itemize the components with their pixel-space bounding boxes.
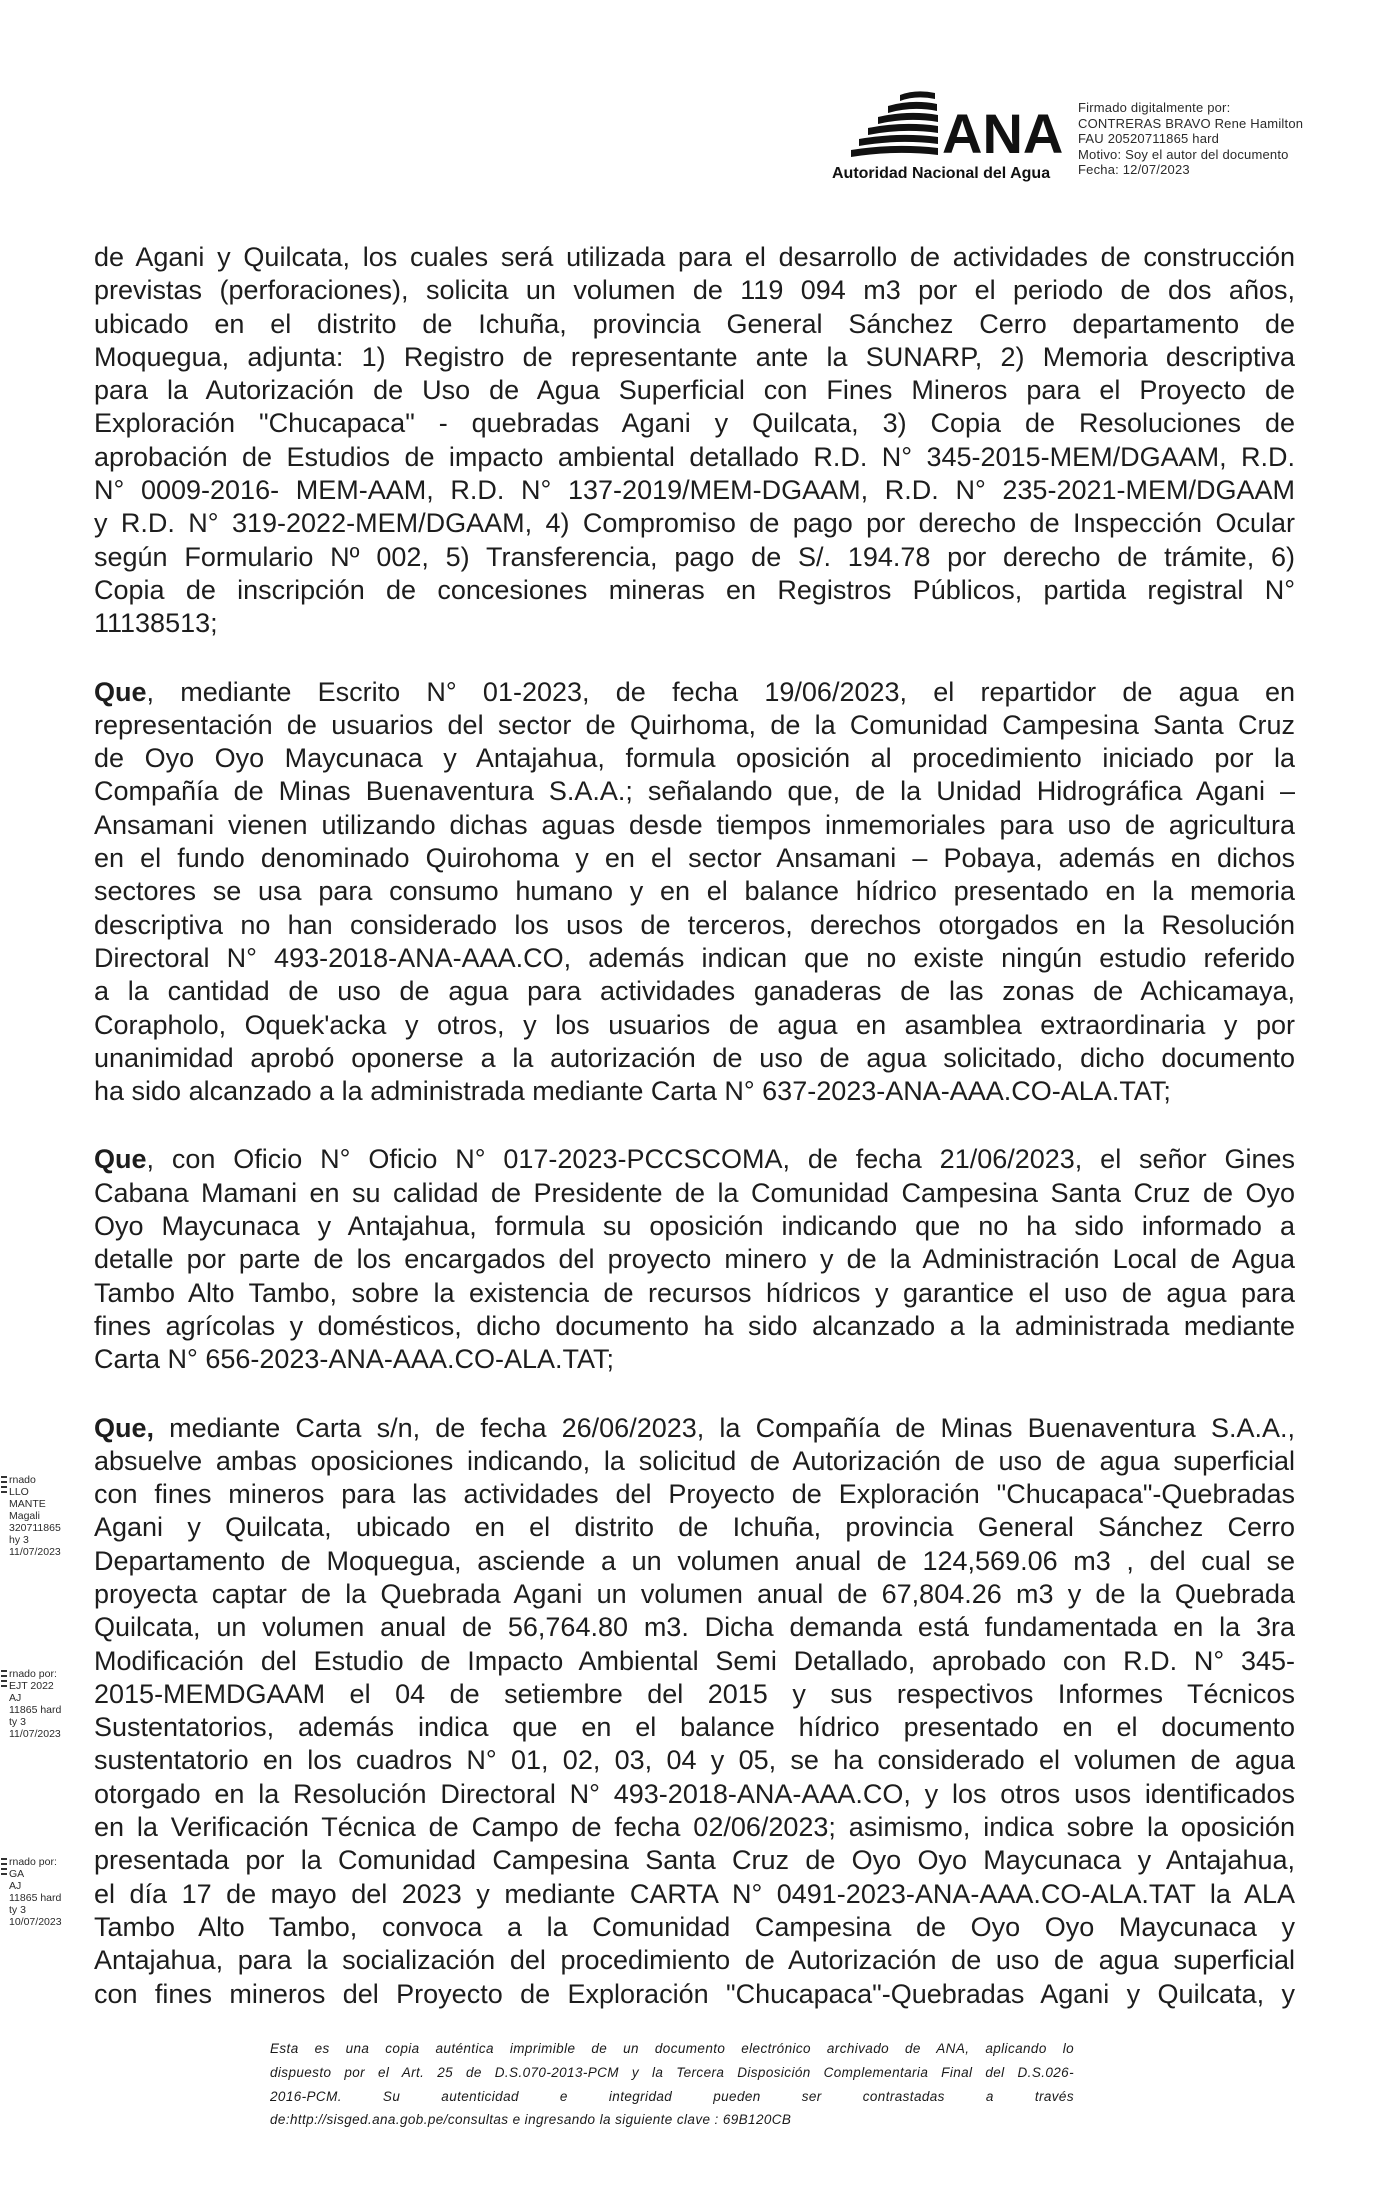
text-line: Tambo Alto Tambo, convoca a la Comunidad Campesina de Oyo Oyo Maycunaca y [94,1911,1295,1942]
footer-line: dispuesto por el Art. 25 de D.S.070-2013-PCM y la Tercera Disposición Complementaria Final del D.S.026- [270,2064,1074,2080]
text-line: 2015-MEMDGAAM el 04 de setiembre del 2015 y sus respectivos Informes Técnicos [94,1678,1295,1709]
footer-line: de:http://sisged.ana.gob.pe/consultas e ingresando la siguiente clave : 69B120CB [270,2112,792,2128]
text-line: Carta N° 656-2023-ANA-AAA.CO-ALA.TAT; [94,1344,614,1375]
text-line-content: , mediante Escrito N° 01-2023, de fecha 19/06/2023, el repartidor de agua en [146,676,1295,707]
stamp-line: ty 3 [9,1904,26,1916]
text-line-content: mediante Carta s/n, de fecha 26/06/2023, la Compañía de Minas Buenaventura S.A.A., [154,1412,1295,1443]
text-line [94,676,1295,709]
paragraph [94,676,1295,1109]
stamp-line: EJT 2022 [9,1680,54,1692]
side-signature-stamp [1,1474,87,1558]
text-line: con fines mineros del Proyecto de Exploración "Chucapaca"-Quebradas Agani y Quilcata, y [94,1978,1295,2009]
signature-line: Motivo: Soy el autor del documento [1078,146,1289,162]
stamp-line: AJ [9,1692,22,1704]
text-line: Tambo Alto Tambo, sobre la existencia de recursos hídricos y garantice el uso de agua para [94,1277,1295,1308]
text-line: según Formulario Nº 002, 5) Transferencia, pago de S/. 194.78 por derecho de trámite, 6) [94,541,1295,572]
digital-signature-block [1078,100,1303,178]
text-line: con fines mineros para las actividades del Proyecto de Exploración "Chucapaca"-Quebradas [94,1479,1295,1510]
stamp-line: 10/07/2023 [9,1916,62,1928]
text-line: Agani y Quilcata, ubicado en el distrito de Ichuña, provincia General Sánchez Cerro [94,1512,1295,1543]
stamp-line: Magali [9,1510,40,1522]
text-line: de Agani y Quilcata, los cuales será utilizada para el desarrollo de actividades de construcción [94,242,1295,272]
text-line: sustentatorio en los cuadros N° 01, 02, 03, 04 y 05, se ha considerado el volumen de agua [94,1745,1295,1776]
text-line: fines agrícolas y domésticos, dicho documento ha sido alcanzado a la administrada mediante [94,1310,1295,1341]
stamp-line: rnado [9,1474,36,1486]
stamp-line: ty 3 [9,1716,26,1728]
text-line: representación de usuarios del sector de Quirhoma, de la Comunidad Campesina Santa Cruz [94,709,1295,740]
text-line: aprobación de Estudios de impacto ambiental detallado R.D. N° 345-2015-MEM/DGAAM, R.D. [94,441,1295,472]
logo-name: Autoridad Nacional del Agua [832,165,1051,182]
text-line [94,1412,1295,1445]
footer-line: 2016-PCM. Su autenticidad e integridad pueden ser contrastadas a través [270,2088,1074,2104]
text-line: Ansamani vienen utilizando dichas aguas desde tiempos inmemoriales para uso de agricultura [94,809,1295,840]
text-line-content: , con Oficio N° Oficio N° 017-2023-PCCSCOMA, de fecha 21/06/2023, el señor Gines [146,1144,1295,1175]
text-line: proyecta captar de la Quebrada Agani un volumen anual de 67,804.26 m3 y de la Quebrada [94,1578,1295,1609]
footer-line: Esta es una copia auténtica imprimible de un documento electrónico archivado de ANA, aplicando lo [270,2041,1074,2056]
text-line: en la Verificación Técnica de Campo de fecha 02/06/2023; asimismo, indica sobre la oposición [94,1812,1295,1843]
stamp-line: GA [9,1868,25,1880]
stamp-line: 320711865 [9,1522,61,1534]
text-line: Moquegua, adjunta: 1) Registro de representante ante la SUNARP, 2) Memoria descriptiva [94,341,1295,372]
signature-stamp-icon [1,1670,7,1692]
stamp-line: 11/07/2023 [9,1728,61,1740]
document-body [94,241,1295,2046]
text-line: Compañía de Minas Buenaventura S.A.A.; señalando que, de la Unidad Hidrográfica Agani – [94,776,1295,807]
text-line: para la Autorización de Uso de Agua Superficial con Fines Mineros para el Proyecto de [94,375,1295,406]
text-line: detalle por parte de los encargados del proyecto minero y de la Administración Local de Agua [94,1244,1295,1275]
signature-stamp-icon [1,1858,7,1880]
side-signature-stamp [1,1856,87,1928]
signature-line: Fecha: 12/07/2023 [1078,162,1190,177]
text-line: 11138513; [94,608,218,639]
text-line: N° 0009-2016- MEM-AAM, R.D. N° 137-2019/MEM-DGAAM, R.D. N° 235-2021-MEM/DGAAM [94,475,1295,506]
text-line: absuelve ambas oposiciones indicando, la solicitud de Autorización de uso de agua superficial [94,1445,1295,1476]
text-line: ha sido alcanzado a la administrada mediante Carta N° 637-2023-ANA-AAA.CO-ALA.TAT; [94,1076,1171,1107]
text-line: Corapholo, Oquek'acka y otros, y los usuarios de agua en asamblea extraordinaria y por [94,1009,1295,1040]
text-line: Antajahua, para la socialización del procedimiento de Autorización de uso de agua superficial [94,1945,1295,1976]
stamp-line: LLO [9,1486,29,1498]
paragraph-lead: Que, [94,1412,155,1443]
text-line: previstas (perforaciones), solicita un volumen de 119 094 m3 por el periodo de dos años, [94,275,1295,306]
text-line: Departamento de Moquegua, asciende a un volumen anual de 124,569.06 m3 , del cual se [94,1545,1295,1576]
paragraph-lead: Que [94,1144,147,1175]
text-line: Sustentatorios, además indica que en el balance hídrico presentado en el documento [94,1712,1295,1743]
paragraph [94,1412,1295,2011]
text-line: presentada por la Comunidad Campesina Santa Cruz de Oyo Oyo Maycunaca y Antajahua, [94,1845,1295,1876]
side-signature-stamp [1,1668,87,1740]
paragraph [94,1143,1295,1376]
text-line: de Oyo Oyo Maycunaca y Antajahua, formula oposición al procedimiento iniciado por la [94,743,1295,774]
logo-acronym: ANA [942,102,1064,165]
signature-line: FAU 20520711865 hard [1078,131,1220,146]
stamp-line: rnado por: [9,1856,57,1868]
stamp-line: 11865 hard [9,1892,62,1904]
signature-line: CONTRERAS BRAVO Rene Hamilton [1078,115,1304,131]
stamp-line: 11865 hard [9,1704,62,1716]
footer-notice [270,2037,1074,2132]
text-line: Exploración "Chucapaca" - quebradas Agani y Quilcata, 3) Copia de Resoluciones de [94,408,1295,439]
text-line: y R.D. N° 319-2022-MEM/DGAAM, 4) Compromiso de pago por derecho de Inspección Ocular [94,508,1295,539]
stamp-line: MANTE [9,1498,46,1510]
text-line: Modificación del Estudio de Impacto Ambiental Semi Detallado, aprobado con R.D. N° 345- [94,1645,1295,1676]
stamp-line: AJ [9,1880,22,1892]
text-line: ubicado en el distrito de Ichuña, provincia General Sánchez Cerro departamento de [94,308,1295,339]
text-line: otorgado en la Resolución Directoral N° 493-2018-ANA-AAA.CO, y los otros usos identificados [94,1778,1295,1809]
text-line: Cabana Mamani en su calidad de Presidente de la Comunidad Campesina Santa Cruz de Oyo [94,1177,1295,1208]
stamp-line: 11/07/2023 [9,1546,61,1558]
text-line: Oyo Maycunaca y Antajahua, formula su oposición indicando que no ha sido informado a [94,1211,1295,1242]
text-line [94,1143,1295,1176]
text-line: unanimidad aprobó oponerse a la autorización de uso de agua solicitado, dicho documento [94,1042,1295,1073]
ana-logo-icon [846,86,940,164]
text-line: el día 17 de mayo del 2023 y mediante CARTA N° 0491-2023-ANA-AAA.CO-ALA.TAT la ALA [94,1878,1295,1909]
text-line: Quilcata, un volumen anual de 56,764.80 m3. Dicha demanda está fundamentada en la 3ra [94,1612,1295,1643]
text-line: en el fundo denominado Quirohoma y en el sector Ansamani – Pobaya, además en dichos [94,843,1295,874]
text-line: Copia de inscripción de concesiones mineras en Registros Públicos, partida registral N° [94,574,1295,605]
paragraph [94,241,1295,641]
stamp-line: hy 3 [9,1534,29,1546]
text-line: sectores se usa para consumo humano y en el balance hídrico presentado en la memoria [94,876,1295,907]
signature-line: Firmado digitalmente por: [1078,100,1231,115]
text-line: a la cantidad de uso de agua para actividades ganaderas de las zonas de Achicamaya, [94,976,1295,1007]
paragraph-lead: Que [94,676,147,707]
signature-stamp-icon [1,1476,7,1498]
text-line: descriptiva no han considerado los usos de terceros, derechos otorgados en la Resolución [94,909,1295,940]
stamp-line: rnado por: [9,1668,57,1680]
text-line: Directoral N° 493-2018-ANA-AAA.CO, además indican que no existe ningún estudio referido [94,942,1295,973]
